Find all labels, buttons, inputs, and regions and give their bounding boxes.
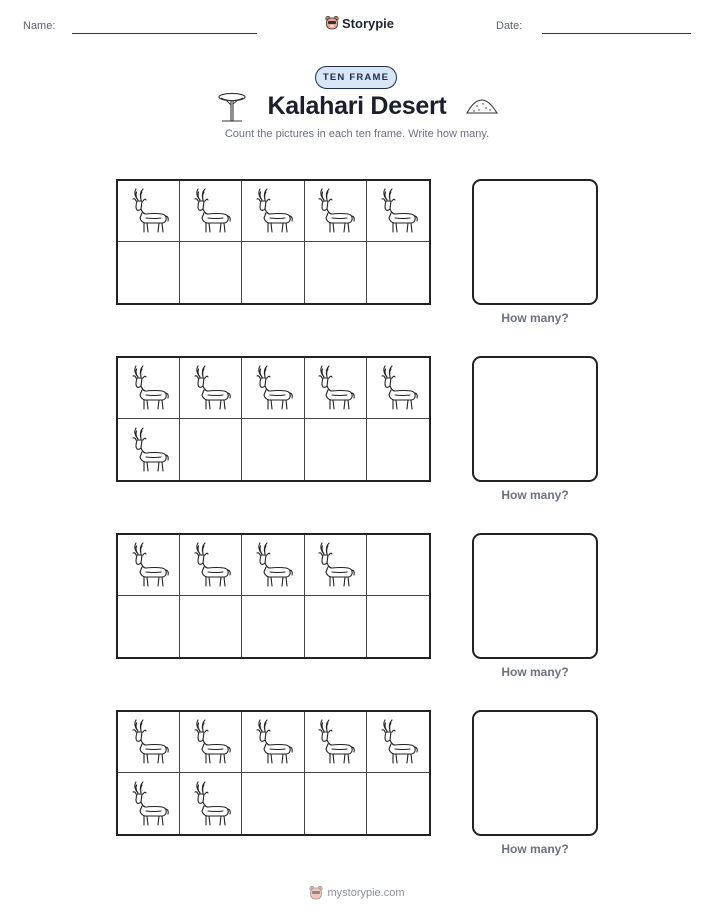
ten-frame-cell	[242, 596, 304, 657]
ten-frame-cell	[242, 535, 304, 596]
ten-frame-cell	[367, 242, 429, 303]
ten-frame-cell	[118, 419, 180, 480]
brand-name: Storypie	[342, 15, 395, 31]
antelope-icon	[127, 188, 171, 234]
antelope-icon	[189, 719, 233, 765]
ten-frame-cell	[118, 535, 180, 596]
antelope-icon	[313, 188, 357, 234]
antelope-icon	[313, 365, 357, 411]
how-many-label: How many?	[501, 665, 569, 679]
how-many-label: How many?	[501, 842, 569, 856]
antelope-icon	[127, 781, 171, 827]
ten-frame-cell	[242, 773, 304, 834]
answer-box[interactable]	[472, 356, 598, 482]
name-input-line[interactable]	[72, 33, 257, 34]
storypie-bear-logo-icon	[309, 885, 323, 901]
footer-url: mystorypie.com	[327, 887, 405, 899]
ten-frame-cell	[305, 596, 367, 657]
antelope-icon	[189, 365, 233, 411]
sand-dune-icon	[465, 96, 499, 118]
antelope-icon	[251, 188, 295, 234]
antelope-icon	[251, 365, 295, 411]
antelope-icon	[251, 542, 295, 588]
ten-frame-cell	[305, 181, 367, 242]
ten-frame-cell	[180, 535, 242, 596]
storypie-bear-logo-icon	[325, 15, 339, 31]
page-title: Kalahari Desert	[267, 92, 447, 120]
ten-frame-cell	[242, 181, 304, 242]
ten-frame-cell	[180, 419, 242, 480]
ten-frame-cell	[242, 419, 304, 480]
ten-frame-cell	[118, 596, 180, 657]
ten-frame	[116, 356, 431, 482]
ten-frame-cell	[305, 358, 367, 419]
antelope-icon	[251, 719, 295, 765]
antelope-icon	[127, 365, 171, 411]
date-input-line[interactable]	[542, 33, 691, 34]
antelope-icon	[127, 542, 171, 588]
instructions: Count the pictures in each ten frame. Write how many.	[224, 128, 490, 140]
ten-frame-cell	[367, 596, 429, 657]
antelope-icon	[376, 365, 420, 411]
ten-frame	[116, 710, 431, 836]
ten-frame-cell	[305, 242, 367, 303]
ten-frame-cell	[242, 358, 304, 419]
how-many-label: How many?	[501, 311, 569, 325]
antelope-icon	[127, 719, 171, 765]
antelope-icon	[376, 188, 420, 234]
ten-frame-cell	[180, 712, 242, 773]
title-row	[0, 92, 714, 124]
antelope-icon	[376, 719, 420, 765]
ten-frame-cell	[305, 712, 367, 773]
antelope-icon	[313, 719, 357, 765]
ten-frame-cell	[242, 242, 304, 303]
answer-box[interactable]	[472, 179, 598, 305]
brand-logo	[325, 13, 394, 33]
antelope-icon	[189, 781, 233, 827]
ten-frame-cell	[305, 535, 367, 596]
ten-frame-cell	[367, 358, 429, 419]
answer-box[interactable]	[472, 710, 598, 836]
ten-frame-cell	[367, 419, 429, 480]
antelope-icon	[313, 542, 357, 588]
ten-frame-cell	[305, 419, 367, 480]
how-many-label: How many?	[501, 488, 569, 502]
ten-frame-cell	[367, 181, 429, 242]
ten-frame-cell	[367, 773, 429, 834]
answer-box[interactable]	[472, 533, 598, 659]
ten-frame-cell	[118, 181, 180, 242]
date-label: Date:	[496, 20, 523, 32]
ten-frame-cell	[367, 712, 429, 773]
ten-frame-cell	[180, 181, 242, 242]
ten-frame-cell	[118, 773, 180, 834]
ten-frame-cell	[367, 535, 429, 596]
ten-frame-cell	[305, 773, 367, 834]
ten-frame	[116, 533, 431, 659]
worksheet-header	[0, 0, 714, 50]
ten-frame-cell	[118, 242, 180, 303]
ten-frame	[116, 179, 431, 305]
ten-frame-cell	[180, 358, 242, 419]
name-label: Name:	[23, 20, 56, 32]
ten-frame-cell	[180, 596, 242, 657]
antelope-icon	[189, 188, 233, 234]
ten-frame-cell	[180, 242, 242, 303]
ten-frame-cell	[180, 773, 242, 834]
worksheet-type-badge: TEN FRAME	[315, 66, 397, 89]
ten-frame-cell	[118, 358, 180, 419]
ten-frame-cell	[242, 712, 304, 773]
antelope-icon	[189, 542, 233, 588]
ten-frame-cell	[118, 712, 180, 773]
antelope-icon	[127, 427, 171, 473]
footer	[0, 885, 714, 901]
